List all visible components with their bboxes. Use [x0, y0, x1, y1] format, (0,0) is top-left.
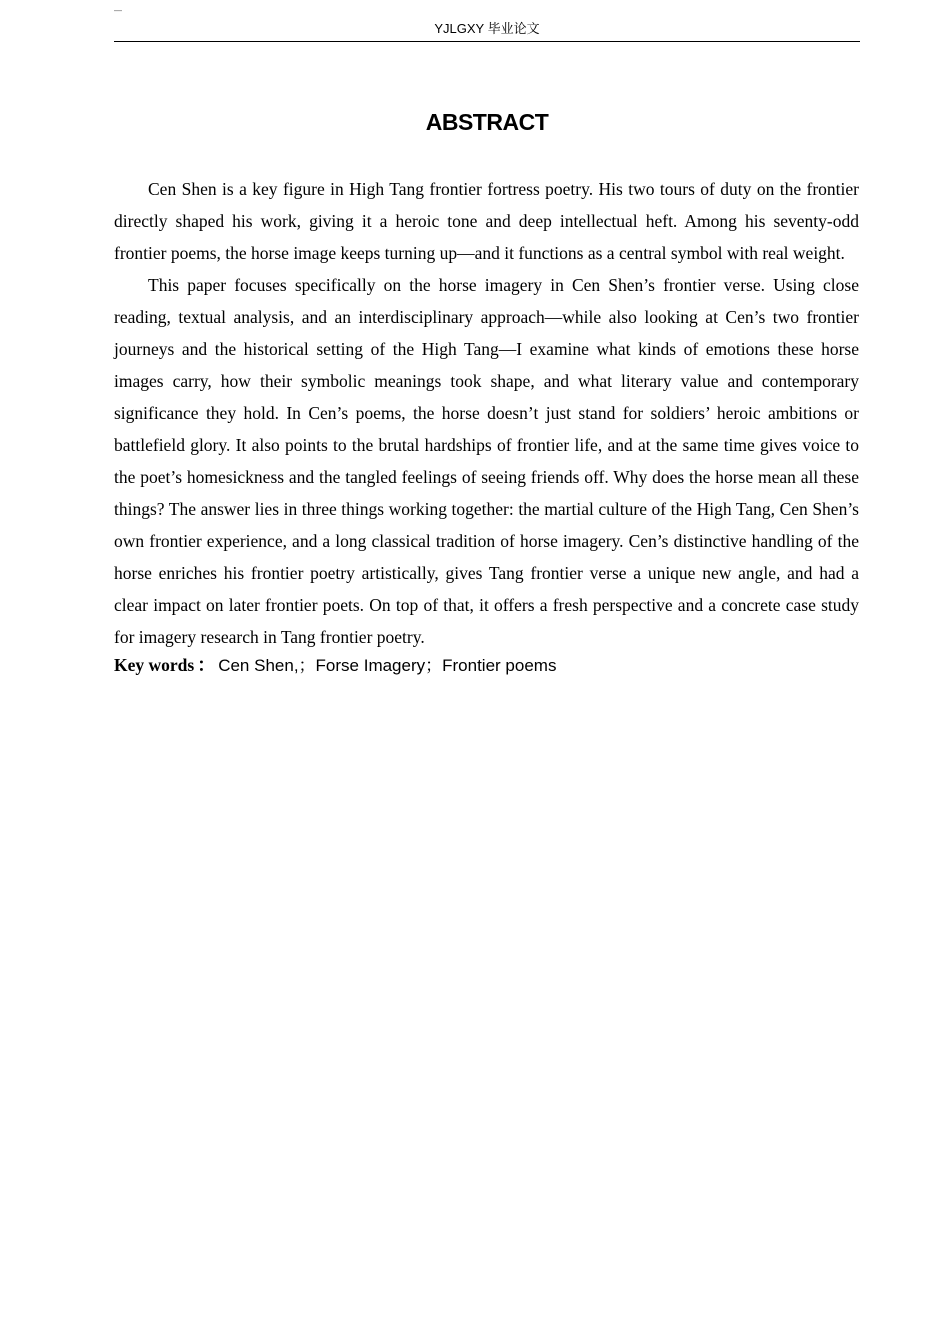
abstract-paragraph-2: This paper focuses specifically on the horse imagery in Cen Shen’s frontier verse. Using close reading, textual analysis, and an interdisciplinary approach—while also looking at Cen’s two frontier journeys and the historical setting of the High Tang—I examine what kinds of emotions these horse images carry, how their symbolic meanings took shape, and what literary value and contemporary significance they hold. In Cen’s poems, the horse doesn’t just stand for soldiers’ heroic ambitions or battlefield glory. It also points to the brutal hardships of frontier life, and at the same time gives voice to the poet’s homesickness and the tangled feelings of seeing friends off. Why does the horse mean all these things? The answer lies in three things working together: the martial culture of the High Tang, Cen Shen’s own frontier experience, and a long classical tradition of horse imagery. Cen’s distinctive handling of the horse enriches his frontier poetry artistically, gives Tang frontier verse a unique new angle, and had a clear impact on later frontier poets. On top of that, it offers a fresh perspective and a concrete case study for imagery research in Tang frontier poetry. [114, 275, 859, 647]
running-header: YJLGXY 毕业论文 [434, 21, 540, 36]
keywords-label: Key words [114, 655, 195, 675]
keywords-values: Cen Shen,；Forse Imagery；Frontier poems [218, 656, 557, 675]
keywords-colon: ： [197, 655, 216, 675]
keywords-line [114, 653, 859, 678]
abstract-title: ABSTRACT [425, 109, 549, 135]
header-rule [114, 41, 860, 42]
abstract-paragraph-1: Cen Shen is a key figure in High Tang frontier fortress poetry. His two tours of duty on the frontier directly shaped his work, giving it a heroic tone and deep intellectual heft. Among his seventy-odd frontier poems, the horse image keeps turning up—and it functions as a central symbol with real weight. [114, 179, 859, 263]
abstract-body [114, 173, 859, 678]
corner-mark: — [114, 6, 122, 15]
